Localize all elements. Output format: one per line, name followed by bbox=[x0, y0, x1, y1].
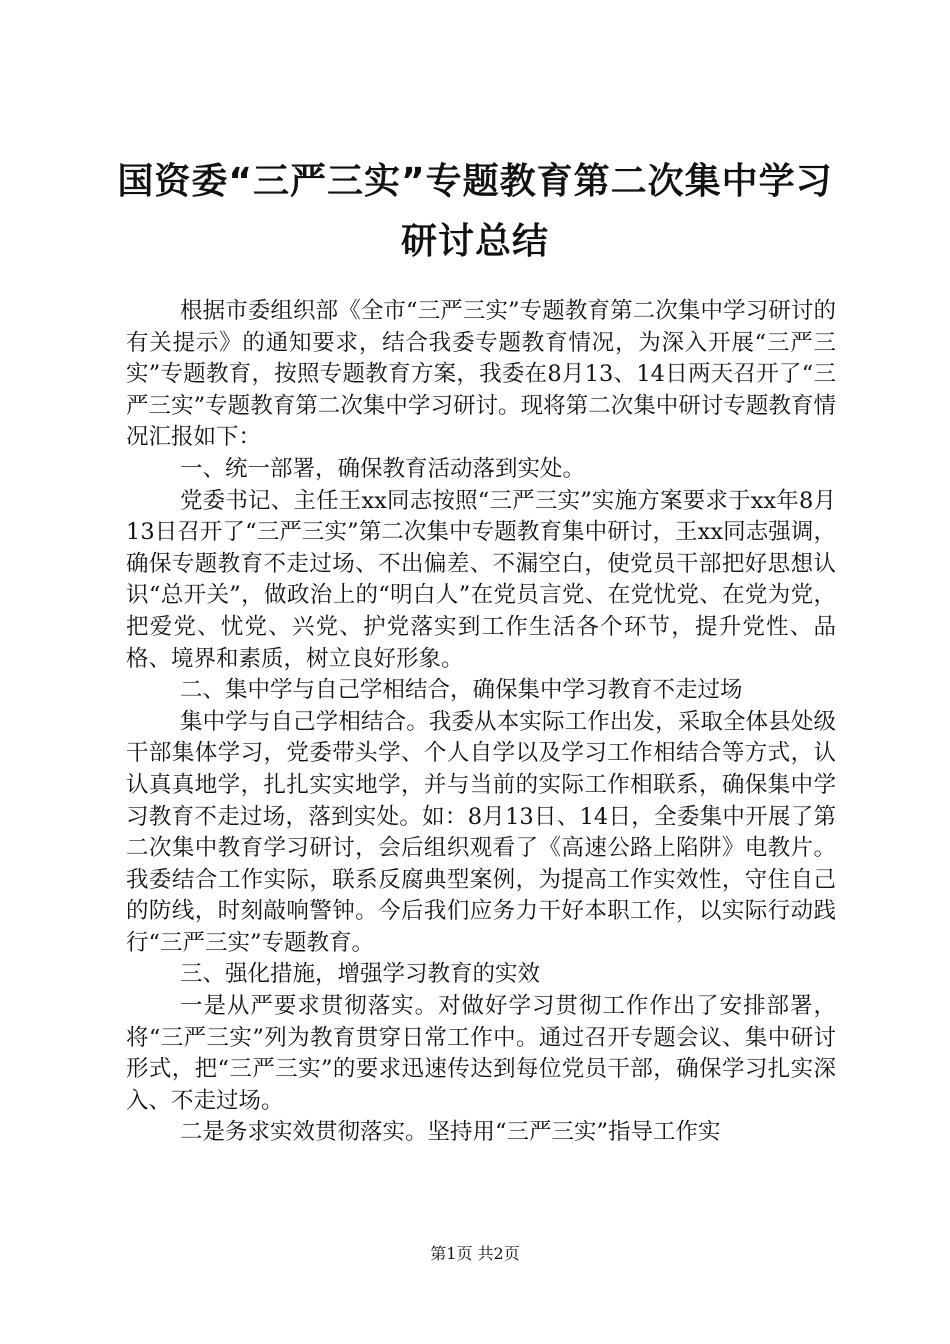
paragraph-section-2: 集中学与自己学相结合。我委从本实际工作出发，采取全体县处级干部集体学习，党委带头学、个人自学以及学习工作相结合等方式，认认真真地学，扎扎实实地学，并与当前的实际工作相联系，确保集中学习教育不走过场，落到实处。如：8月13日、14日，全委集中开展了第二次集中教育学习研讨，会后组织观看了《高速公路上陷阱》电教片。我委结合工作实际，联系反腐典型案例，为提高工作实效性，守住自己的防线，时刻敲响警钟。今后我们应务力干好本职工作，以实际行动践行“三严三实”专题教育。 bbox=[126, 708, 836, 956]
document-title-line-1: 国资委“三严三实”专题教育第二次集中学习 bbox=[117, 161, 833, 202]
section-heading-2: 二、集中学与自己学相结合，确保集中学习教育不走过场 bbox=[180, 677, 743, 704]
section-heading-1: 一、统一部署，确保教育活动落到实处。 bbox=[180, 455, 586, 482]
paragraph-section-3-item-2: 二是务求实效贯彻落实。坚持用“三严三实”指导工作实 bbox=[180, 1119, 721, 1146]
paragraph-section-3-item-1: 一是从严要求贯彻落实。对做好学习贯彻工作作出了安排部署，将“三严三实”列为教育贯穿日常工作中。通过召开专题会议、集中研讨形式，把“三严三实”的要求迅速传达到每位党员干部，确保学习扎实深入、不走过场。 bbox=[126, 993, 836, 1114]
page-footer: 第1页 共2页 bbox=[430, 1244, 520, 1263]
paragraph-intro: 根据市委组织部《全市“三严三实”专题教育第二次集中学习研讨的有关提示》的通知要求，结合我委专题教育情况，为深入开展“三严三实”专题教育，按照专题教育方案，我委在8月13、14日两天召开了“三严三实”专题教育第二次集中学习研讨。现将第二次集中研讨专题教育情况汇报如下： bbox=[126, 298, 836, 451]
paragraph-section-1: 党委书记、主任王xx同志按照“三严三实”实施方案要求于xx年8月13日召开了“三严三实”第二次集中专题教育集中研讨，王xx同志强调，确保专题教育不走过场、不出偏差、不漏空白，使党员干部把好思想认识“总开关”，做政治上的“明白人”在党员言党、在党忧党、在党为党，把爱党、忧党、兴党、护党落实到工作生活各个环节，提升党性、品格、境界和素质，树立良好形象。 bbox=[126, 487, 836, 672]
document-title-line-2: 研讨总结 bbox=[400, 221, 549, 262]
section-heading-3: 三、强化措施，增强学习教育的实效 bbox=[180, 961, 541, 988]
document-body bbox=[126, 296, 836, 1149]
